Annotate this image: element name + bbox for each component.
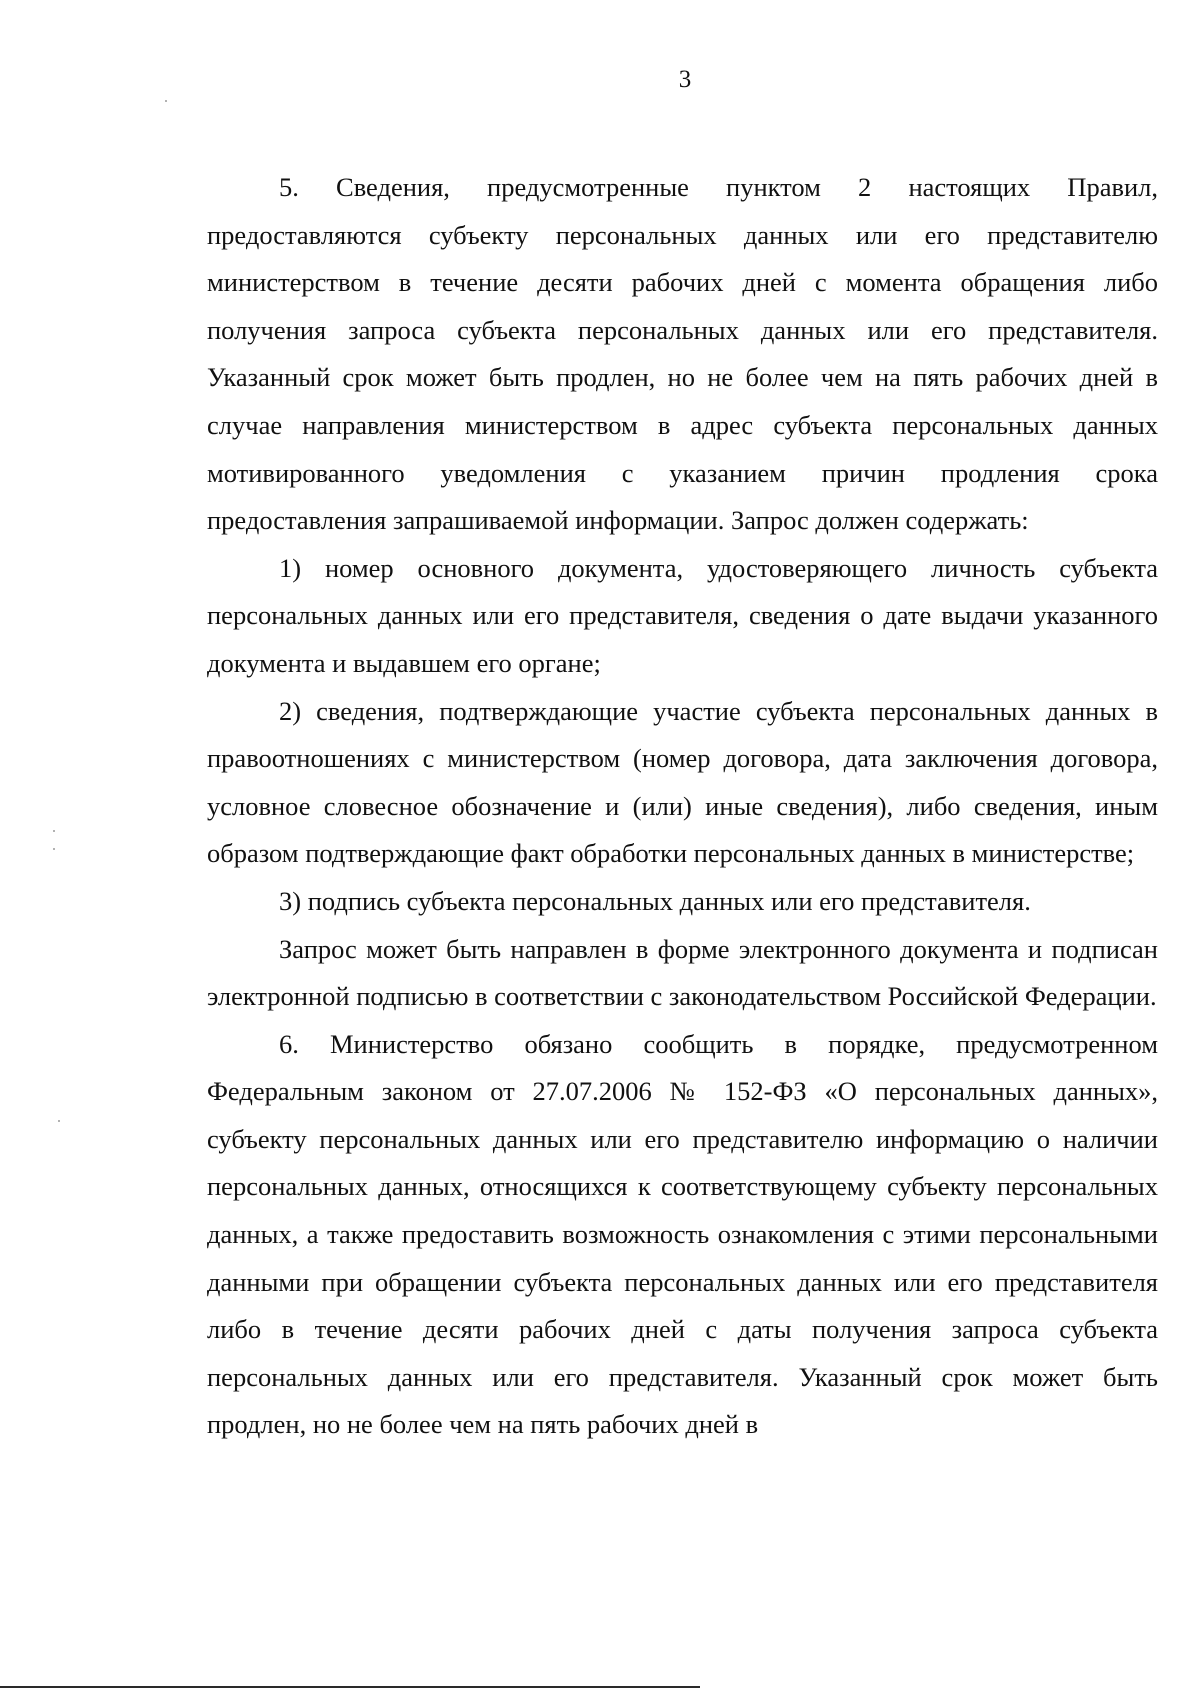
page-number: 3 — [678, 66, 692, 93]
paragraph-5: 5. Сведения, предусмотренные пунктом 2 настоящих Правил, предоставляются субъекту персональных данных или его представителю министерством в течение десяти рабочих дней с момента обращения либо получения запроса субъекта персональных данных или его представителя. Указанный срок может быть продлен, но не более чем на пять рабочих дней в случае направления министерством в адрес субъекта персональных данных мотивированного уведомления с указанием причин продления срока предоставления запрашиваемой информации. Запрос должен содержать: — [207, 172, 1158, 536]
document-body — [207, 164, 1158, 1449]
list-item-3: 3) подпись субъекта персональных данных или его представителя. — [279, 885, 1031, 916]
list-item-2: 2) сведения, подтверждающие участие субъекта персональных данных в правоотношениях с министерством (номер договора, дата заключения договора, условное словесное обозначение и (или) иные сведения), либо сведения, иным образом подтверждающие факт обработки персональных данных в министерстве; — [207, 695, 1158, 869]
scan-speck — [53, 848, 55, 850]
scan-speck — [165, 100, 167, 102]
scan-speck — [53, 830, 55, 832]
paragraph-request-form: Запрос может быть направлен в форме электронного документа и подписан электронной подписью в соответствии с законодательством Российской Федерации. — [207, 933, 1158, 1012]
bottom-scan-edge — [0, 1686, 700, 1688]
list-item-1: 1) номер основного документа, удостоверяющего личность субъекта персональных данных или его представителя, сведения о дате выдачи указанного документа и выдавшем его органе; — [207, 552, 1158, 678]
paragraph-6: 6. Министерство обязано сообщить в порядке, предусмотренном Федеральным законом от 27.07.2006 № 152-ФЗ «О персональных данных», субъекту персональных данных или его представителю информацию о наличии персональных данных, относящихся к соответствующему субъекту персональных данных, а также предоставить возможность ознакомления с этими персональными данными при обращении субъекта персональных данных или его представителя либо в течение десяти рабочих дней с даты получения запроса субъекта персональных данных или его представителя. Указанный срок может быть продлен, но не более чем на пять рабочих дней в — [207, 1028, 1158, 1440]
scan-speck — [58, 1120, 60, 1122]
